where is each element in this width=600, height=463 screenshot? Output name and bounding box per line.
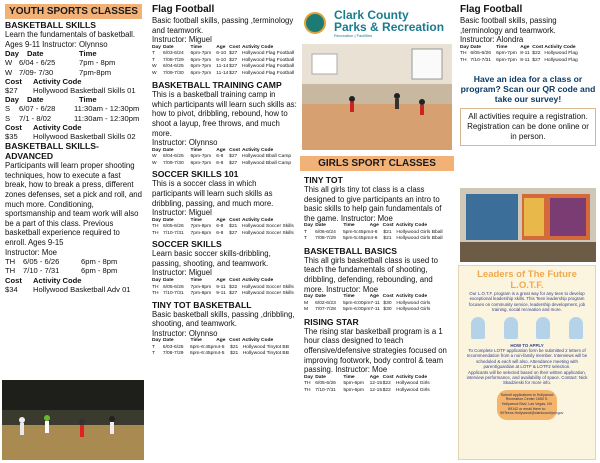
soccer-skills-title: SOCCER SKILLS xyxy=(152,239,222,250)
soccer101-table xyxy=(152,218,297,238)
table-row: W 7/09-7/30 6pm-7pm 6-8 $27 Hollywood Bball Camp xyxy=(152,160,292,166)
table-row: T 7/08-7/29 6pm-7pm 6-10 $27 Hollywood Flag Football xyxy=(152,57,295,63)
table-row: T 7/08-7/29 6pm-6:45pm 4-5 $21 Hollywood Tinytot BB xyxy=(152,351,289,357)
table-row: T 6/03-6/25 6pm-6:45pm 4-5 $21 Hollywood Tinytot BB xyxy=(152,344,289,350)
lotf-flyer xyxy=(458,265,596,460)
girls-tinytot-title: TINY TOT xyxy=(304,175,343,185)
table-row: TH 7/10-7/31 7pm-8pm 9-11 $27 Hollywood Soccer Skills xyxy=(152,291,294,296)
table-header: Day Date Time Age Cost Activity Code xyxy=(152,217,274,223)
cost-header: Cost Activity Code xyxy=(5,275,82,285)
table-row: TH 6/05-6/26 7pm-8pm 6-8 $21 Hollywood Soccer Skills xyxy=(152,224,294,230)
lotf-howto: HOW TO APPLY xyxy=(510,342,544,348)
tinytot-bb-instructor: Instructor: Olynnso xyxy=(152,328,218,338)
girls-column xyxy=(304,175,452,394)
table-header: Day Date Time Age Cost Activity Code xyxy=(304,294,428,300)
person-icon xyxy=(471,317,485,339)
brand-header xyxy=(304,5,452,41)
table-row: W 7/09-7/30 6pm-7pm 11-14 $27 Hollywood Flag Football xyxy=(152,70,295,76)
flag-football-table xyxy=(152,45,297,78)
table-header: Day Date Time xyxy=(5,95,97,105)
girls-bbasics-title: BASKETBALL BASICS xyxy=(304,245,397,256)
table-row: TH 7/10-7/31 5pm-6pm 12-15 $22 Hollywood Girls xyxy=(304,387,430,393)
youth-sports-header: YOUTH SPORTS CLASSES xyxy=(5,4,142,19)
rising-star-title: RISING STAR xyxy=(304,316,359,327)
table-header: Day Date Time Age Cost Activity Code xyxy=(304,374,428,380)
table-row: T 6/06-6/24 5pm-5:45pm 4-6 $21 Hollywood Girls Bball xyxy=(304,229,443,235)
table-row: S 7/1 - 8/02 11:30am - 12:30pm xyxy=(5,113,140,123)
training-camp-title: BASKETBALL TRAINING CAMP xyxy=(152,80,282,91)
tinytot-bb-desc: Basic basketball skills, passing ,dribbling, shooting, and teamwork. xyxy=(152,309,295,329)
table-row: W 6/04 - 6/25 7pm - 8pm xyxy=(5,58,116,68)
person-icon xyxy=(569,317,583,339)
table-row: TH 7/10-7/31 6pm-7pm 8-11 $27 Hollywood Flag xyxy=(460,57,578,63)
basketball-skills-title: BASKETBALL SKILLS xyxy=(5,20,97,30)
rising-star-table xyxy=(304,375,452,395)
table-row: T 6/03-6/24 6pm-7pm 6-10 $27 Hollywood Flag Football xyxy=(152,51,295,57)
cost-header: Cost Activity Code xyxy=(5,76,82,86)
cost-header: Cost Activity Code xyxy=(5,122,82,132)
flag-football-desc: Basic football skills, passing ,terminology and teamwork. xyxy=(152,16,294,35)
lotf-contact-bubble: Submit applications to Hollywood Recreation Center 1650 S. Hollywood Blvd, Las Vegas, NV 89142 or email them to: 90Teens.Hollywood@clarkcountynv.gov xyxy=(497,390,557,420)
table-header: Day Date Time Age Cost Activity Code xyxy=(152,147,274,153)
table-row: TH 6/05 - 6/26 6pm - 8pm xyxy=(5,257,118,267)
table-row: W 7/09- 7/30 7pm-8pm xyxy=(5,67,112,77)
brand-tagline: Recreation | Facilities xyxy=(334,32,373,38)
table-row: TH 7/10-7/31 7pm-8pm 6-8 $27 Hollywood Soccer Skills xyxy=(152,230,294,236)
person-icon xyxy=(536,317,550,339)
cost-row: $35 Hollywood Basketball Skills 02 xyxy=(5,132,136,142)
lotf-body3: Applicants will be selected based on their written application, interview performance, and availability of space. Contact: Nick Skadzieski for more info. xyxy=(466,369,588,386)
brand-line1: Clark County xyxy=(334,7,409,22)
table-row: TH 6/05-6/26 7pm-8pm 9-11 $22 Hollywood Soccer Skills xyxy=(152,284,294,290)
soccer-skills-desc: Learn basic soccer skills-dribbling, passing, shooting, and teamwork. xyxy=(152,249,271,268)
girls-tinytot-desc: This all girls tiny tot class is a class designed to give participants an intro to basic skills to help gain fundamentals of the game. Instructor: Moe xyxy=(304,185,442,223)
soccer101-instructor: Instructor: Miguel xyxy=(152,208,212,218)
brand-line2: Parks & Recreation xyxy=(334,19,445,34)
soccer101-title: SOCCER SKILLS 101 xyxy=(152,169,239,180)
table-header: Day Date Time Age Cost Activity Code xyxy=(460,44,576,50)
person-icon xyxy=(504,317,518,339)
registration-note: All activities require a registration. Registration can be done online or in person. xyxy=(460,108,596,146)
soccer-skills-instructor: Instructor: Miguel xyxy=(152,268,212,278)
rising-star-desc: The rising star basketball program is a 1 hour class designed to teach offensive/defensive strategies focused on improving footwork, body control & team passing. Instructor: Moe xyxy=(304,326,447,375)
basketball-advanced-desc: Participants will learn proper shooting techniques, how to execute a fast break, how to break a press, different zones defenses, set a pick and roll, and much more. Conditioning, sportsmanship and team work will also be a part of this class. Previous basketball experience required to enroll. Ages 9-15 xyxy=(5,161,142,247)
table-header: Day Date Time Age Cost Activity Code xyxy=(152,44,274,50)
gym-photo xyxy=(302,44,452,150)
survey-prompt: Have an idea for a class or program? Scan our QR code and take our survey! xyxy=(460,74,596,105)
mural-photo xyxy=(460,188,596,262)
girls-sports-header: GIRLS SPORT CLASSES xyxy=(300,156,454,171)
training-camp-instructor: Instructor: Olynnso xyxy=(152,138,218,148)
soccer-skills-table xyxy=(152,278,297,298)
lotf-body1: Our L.O.T.F. program is a great way for any teen to develop exceptional leadership skills. This Teen leadership program focuses on community service, leadership development, job training, social recreation and more. xyxy=(468,291,586,313)
girls-tinytot-table xyxy=(304,223,452,243)
table-row: S 6/07 - 6/28 11:30am - 12:30pm xyxy=(5,104,140,114)
flag2-instructor: Instructor: Alondra xyxy=(460,35,524,45)
kids-basketball-photo xyxy=(2,380,144,460)
tinytot-bb-title: TINY TOT BASKETBALL xyxy=(152,299,252,310)
soccer101-desc: This is a soccer class in which participants will learn such skills as dribbling, passing, and much more. xyxy=(152,179,274,208)
table-row: W 6/04-6/25 6pm-7pm 11-14 $27 Hollywood Flag Football xyxy=(152,64,295,70)
table-header: Day Date Time Age Cost Activity Code xyxy=(304,223,428,229)
flag-football-instructor: Instructor: Miguel xyxy=(152,35,212,45)
table-header: Day Date Time Age Cost Activity Code xyxy=(152,338,274,344)
table-header: Day Date Time xyxy=(5,49,97,59)
lotf-title: Leaders of The Future L.O.T.F. xyxy=(477,269,577,291)
basketball-skills-desc: Learn the fundamentals of basketball. Ages 9-11 Instructor: Olynnso xyxy=(5,30,136,49)
table-row: T 7/08-7/29 5pm-5:45pm 4-6 $21 Hollywood Girls Bball xyxy=(304,236,443,242)
table-row: TH 7/10 - 7/31 6pm - 8pm xyxy=(5,266,118,276)
table-row: M 7/07-7/28 5pm-6:00pm 7-11 $30 Hollywood Girls xyxy=(304,307,431,313)
basketball-advanced-instructor: Instructor: Moe xyxy=(5,247,57,257)
lotf-people-illustration xyxy=(462,317,592,339)
table-row: W 6/04-6/25 6pm-7pm 6-8 $27 Hollywood Bball Camp xyxy=(152,154,292,160)
basketball-advanced-title: BASKETBALL SKILLS-ADVANCED xyxy=(5,141,99,162)
tinytot-bb-table xyxy=(152,338,297,358)
table-row: M 6/02-6/23 5pm-6:00pm 7-11 $30 Hollywood Girls xyxy=(304,300,431,306)
girls-bbasics-table xyxy=(304,294,452,314)
flag2-desc: Basic football skills, passing ,terminology and teamwork. xyxy=(460,16,557,35)
cost-row: $34 Hollywood Basketball Adv 01 xyxy=(5,284,131,294)
table-row: TH 6/05-6/26 5pm-6pm 12-15 $22 Hollywood Girls xyxy=(304,381,430,387)
clark-county-logo-icon xyxy=(304,12,326,34)
cost-row: $27 Hollywood Basketball Skills 01 xyxy=(5,86,136,95)
flag2-title: Flag Football xyxy=(460,4,523,15)
flag2-table xyxy=(460,45,596,65)
flag-football-title: Flag Football xyxy=(152,4,215,15)
table-row: TH 6/05-6/26 6pm-7pm 8-11 $22 Hollywood Flag xyxy=(460,51,578,57)
girls-bbasics-desc: This all girls basketball class is used to teach the fundamentals of shooting, dribbling, defending, rebounding, and more. Instructor: Moe xyxy=(304,255,438,294)
training-camp-table xyxy=(152,148,297,168)
lotf-body2: To Complete LOTF application form be submitted 2 letters of recommendation from a non-family member. Interviews will be scheduled & each will also. Attendance meeting with parent/guardian at LOTF & LOTF2 selection. xyxy=(466,348,588,370)
table-header: Day Date Time Age Cost Activity Code xyxy=(152,278,274,283)
training-camp-desc: This is a basketball training camp in which participants will learn such skills as: how to pivot, dribbling, rebound, how to shoot a layup, free throws, and much more. xyxy=(152,90,297,138)
middle-column xyxy=(148,0,300,463)
